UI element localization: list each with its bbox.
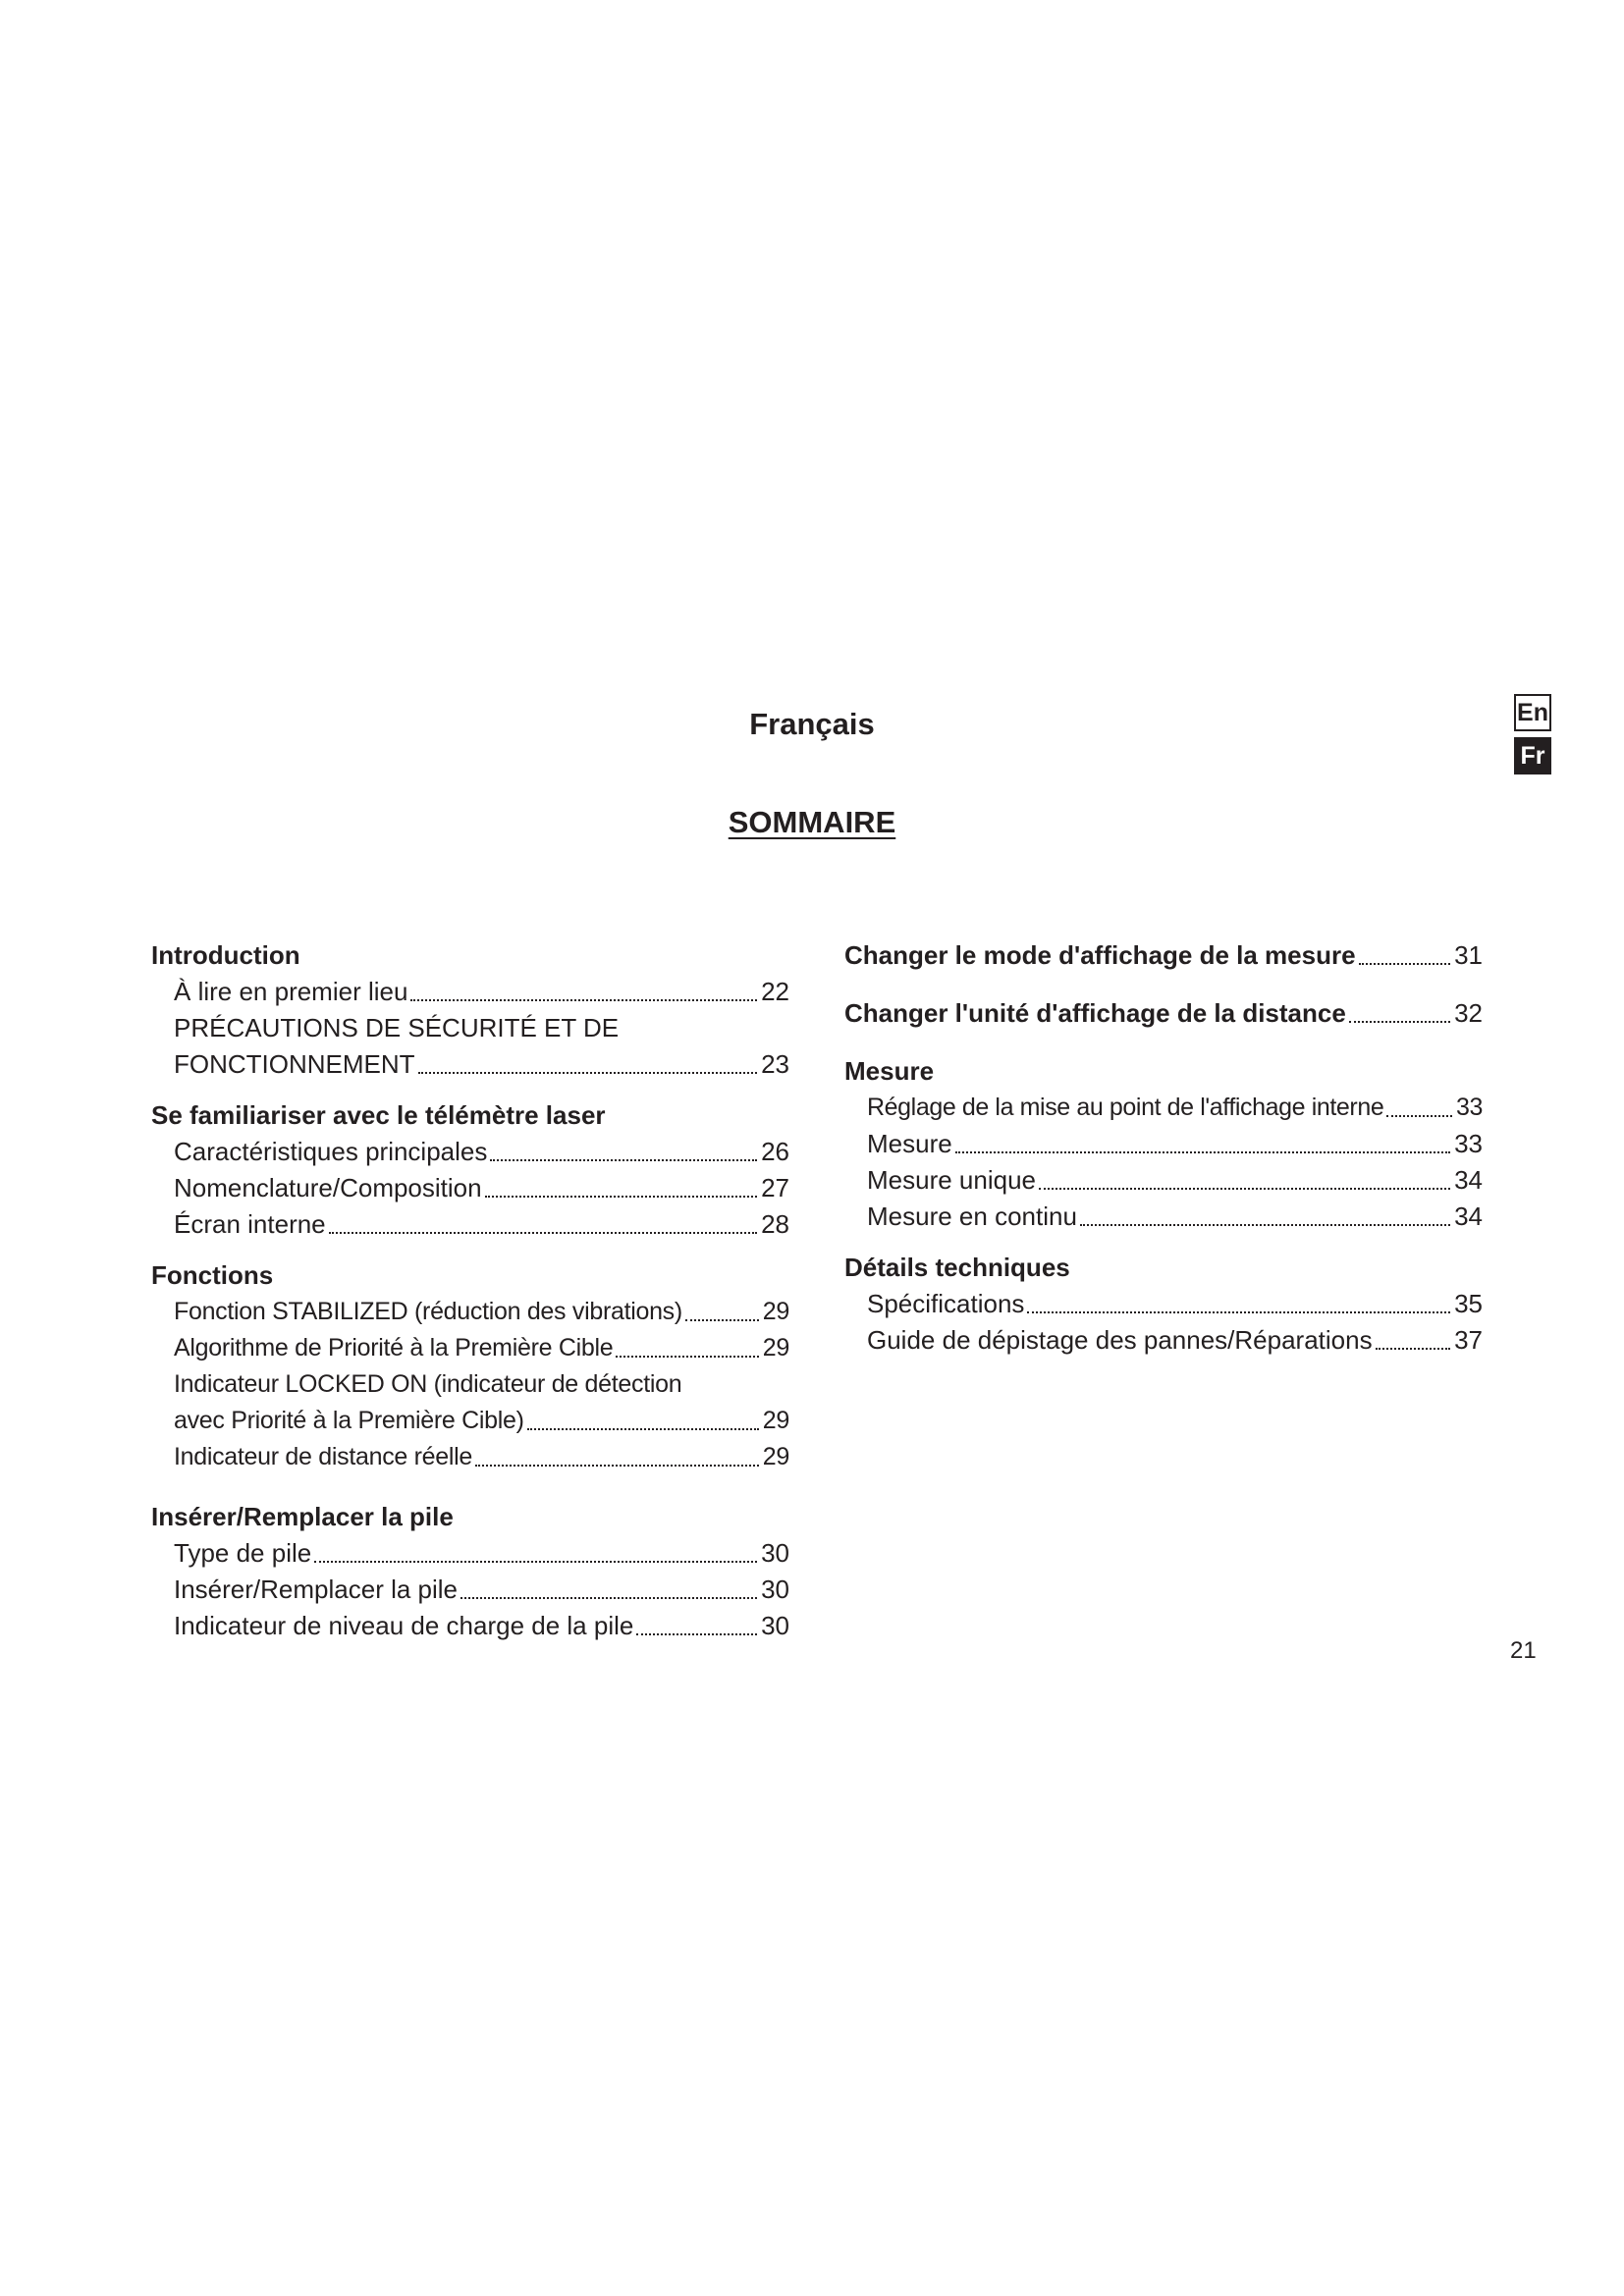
- dot-leader: [418, 1072, 758, 1074]
- dot-leader: [527, 1428, 759, 1430]
- toc-entry-label: Indicateur de niveau de charge de la pile: [174, 1611, 634, 1640]
- toc-entry: [151, 1330, 789, 1366]
- toc-heading: [0, 805, 1624, 840]
- toc-entry-page: 29: [762, 1334, 789, 1362]
- dot-leader: [1376, 1348, 1450, 1350]
- section-title: [151, 1257, 789, 1294]
- toc-entry-page: 29: [762, 1298, 789, 1325]
- toc-entry: [844, 1322, 1483, 1359]
- toc-entry-page: 34: [1454, 1201, 1483, 1231]
- section-title-text: Insérer/Remplacer la pile: [151, 1502, 454, 1531]
- dot-leader: [329, 1232, 757, 1234]
- dot-leader: [616, 1356, 758, 1358]
- section-title-text: Introduction: [151, 940, 300, 970]
- toc-entry-label: Guide de dépistage des pannes/Réparations: [867, 1325, 1373, 1355]
- toc-entry-label-line1: Indicateur LOCKED ON (indicateur de détection: [174, 1370, 682, 1398]
- section-title-text: Détails techniques: [844, 1253, 1070, 1282]
- toc-entry: [151, 974, 789, 1010]
- toc-entry-label: Indicateur de distance réelle: [174, 1443, 472, 1470]
- toc-entry: [844, 1090, 1483, 1126]
- toc-entry-label: À lire en premier lieu: [174, 977, 408, 1006]
- toc-entry-label: Caractéristiques principales: [174, 1137, 488, 1166]
- toc-entry: [844, 1162, 1483, 1199]
- toc-entry-label: Fonction STABILIZED (réduction des vibrations): [174, 1298, 682, 1325]
- dot-leader: [410, 999, 757, 1001]
- toc-left-column: [151, 937, 789, 1659]
- dot-leader: [1386, 1115, 1452, 1117]
- section-title: [844, 937, 1483, 974]
- toc-entry: [151, 1134, 789, 1170]
- page-number: 21: [1510, 1637, 1537, 1664]
- toc-entry: [151, 1294, 789, 1330]
- toc-right-column: [844, 937, 1483, 1373]
- toc-entry: [151, 1572, 789, 1608]
- dot-leader: [490, 1159, 757, 1161]
- section-title-text: Mesure: [844, 1056, 935, 1086]
- toc-entry: [151, 1046, 789, 1083]
- toc-entry-page: 27: [761, 1173, 789, 1202]
- toc-entry-label: Réglage de la mise au point de l'affichage interne: [867, 1094, 1384, 1121]
- section-title-text: Changer le mode d'affichage de la mesure: [844, 940, 1356, 970]
- dot-leader: [955, 1151, 1450, 1153]
- toc-entry: [151, 1206, 789, 1243]
- dot-leader: [475, 1465, 759, 1467]
- toc-entry-page: 29: [762, 1407, 789, 1434]
- dot-leader: [1349, 1021, 1450, 1023]
- toc-section-details: [844, 1250, 1483, 1359]
- toc-entry-page: 30: [761, 1575, 789, 1604]
- section-title-text: Fonctions: [151, 1260, 274, 1290]
- toc-entry-page: 29: [762, 1443, 789, 1470]
- toc-entry-label-line2: FONCTIONNEMENT: [174, 1049, 415, 1079]
- toc-entry-label: Nomenclature/Composition: [174, 1173, 482, 1202]
- toc-entry: [151, 1535, 789, 1572]
- toc-entry-page: 28: [761, 1209, 789, 1239]
- dot-leader: [1039, 1188, 1450, 1190]
- lang-tab-fr: Fr: [1514, 737, 1551, 774]
- dot-leader: [1027, 1311, 1450, 1313]
- toc-entry-label-line1: PRÉCAUTIONS DE SÉCURITÉ ET DE: [174, 1013, 620, 1042]
- toc-section-mesure: [844, 1053, 1483, 1235]
- toc-entry-page: 31: [1454, 940, 1483, 970]
- toc-entry-label: Mesure: [867, 1129, 952, 1158]
- dot-leader: [1359, 963, 1451, 965]
- toc-entry: [151, 1608, 789, 1644]
- toc-entry-page: 26: [761, 1137, 789, 1166]
- toc-entry: [151, 1439, 789, 1475]
- toc-section-unite: [844, 995, 1483, 1032]
- toc-section-pile: [151, 1499, 789, 1644]
- toc-section-mode: [844, 937, 1483, 974]
- toc-heading-text: SOMMAIRE: [728, 805, 896, 839]
- toc-entry-page: 37: [1454, 1325, 1483, 1355]
- toc-section-familiariser: [151, 1097, 789, 1243]
- section-title: [151, 937, 789, 974]
- dot-leader: [485, 1196, 757, 1198]
- section-title: [151, 1097, 789, 1134]
- toc-entry-label: Insérer/Remplacer la pile: [174, 1575, 459, 1604]
- section-title: [844, 1053, 1483, 1090]
- toc-entry-label-line2: avec Priorité à la Première Cible): [174, 1407, 524, 1434]
- toc-entry: [844, 1126, 1483, 1162]
- toc-entry-page: 35: [1454, 1289, 1483, 1318]
- toc-entry: [844, 1199, 1483, 1235]
- toc-entry-label: Mesure unique: [867, 1165, 1036, 1195]
- toc-entry-page: 32: [1454, 998, 1483, 1028]
- toc-entry-page: 30: [761, 1611, 789, 1640]
- lang-tab-en: En: [1514, 694, 1551, 731]
- toc-entry: [844, 1286, 1483, 1322]
- toc-entry-label: Spécifications: [867, 1289, 1025, 1318]
- toc-entry-page: 33: [1455, 1094, 1483, 1121]
- dot-leader: [636, 1633, 757, 1635]
- page-title: Français: [749, 707, 875, 741]
- toc-entry: [151, 1170, 789, 1206]
- dot-leader: [314, 1561, 757, 1563]
- dot-leader: [1080, 1224, 1450, 1226]
- toc-entry-label: Type de pile: [174, 1538, 312, 1568]
- section-title-text: Se familiariser avec le télémètre laser: [151, 1100, 606, 1130]
- section-title-text: Changer l'unité d'affichage de la distance: [844, 998, 1346, 1028]
- toc-entry-label: Algorithme de Priorité à la Première Cible: [174, 1334, 614, 1362]
- section-title: [844, 1250, 1483, 1286]
- toc-entry-label: Mesure en continu: [867, 1201, 1077, 1231]
- toc-entry-page: 30: [761, 1538, 789, 1568]
- toc-entry-page: 23: [761, 1049, 789, 1079]
- toc-entry-page: 34: [1454, 1165, 1483, 1195]
- dot-leader: [460, 1597, 757, 1599]
- toc-entry: [151, 1403, 789, 1439]
- toc-entry-page: 22: [761, 977, 789, 1006]
- toc-section-introduction: [151, 937, 789, 1083]
- language-tabs: [1514, 694, 1551, 780]
- toc-entry-label: Écran interne: [174, 1209, 326, 1239]
- dot-leader: [685, 1319, 759, 1321]
- section-title: [151, 1499, 789, 1535]
- toc-section-fonctions: [151, 1257, 789, 1475]
- section-title: [844, 995, 1483, 1032]
- toc-entry-page: 33: [1454, 1129, 1483, 1158]
